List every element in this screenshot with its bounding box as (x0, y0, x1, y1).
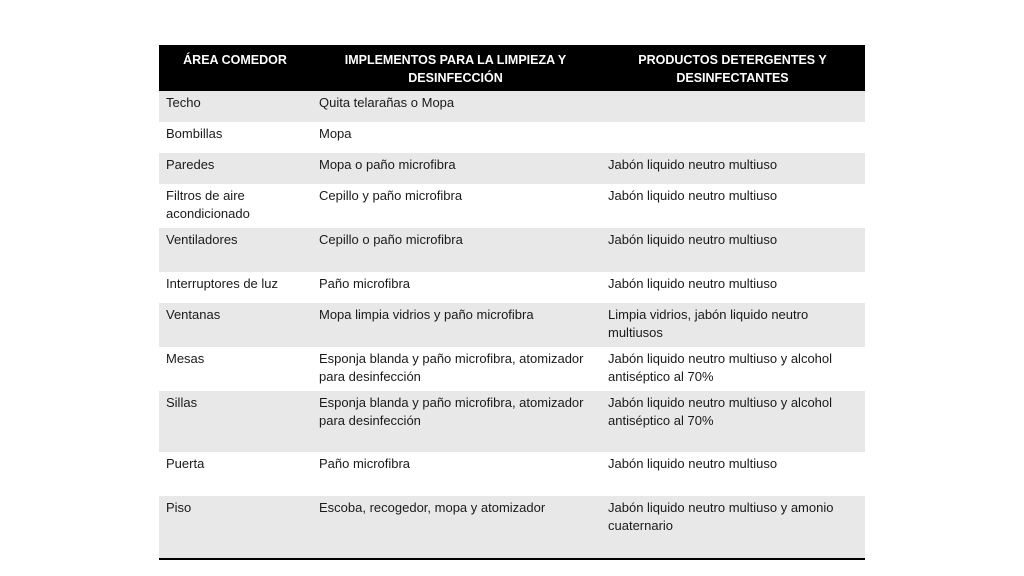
cell-implements: Cepillo o paño microfibra (319, 232, 463, 247)
cell-area: Techo (166, 95, 201, 110)
cell-implements: Escoba, recogedor, mopa y atomizador (319, 500, 546, 515)
header-area: ÁREA COMEDOR (183, 53, 287, 67)
cleaning-table (159, 45, 865, 560)
table-row (159, 272, 865, 303)
header-products: PRODUCTOS DETERGENTES Y DESINFECTANTES (638, 53, 827, 85)
cell-area: Paredes (166, 157, 215, 172)
table-row (159, 496, 865, 558)
table-row (159, 303, 865, 347)
cell-implements: Paño microfibra (319, 276, 411, 291)
cell-implements: Paño microfibra (319, 456, 411, 471)
cell-products: Jabón liquido neutro multiuso (608, 157, 778, 172)
cell-products (600, 122, 865, 153)
table-row (159, 228, 865, 272)
cell-products: Jabón liquido neutro multiuso y alcohol antiséptico al 70% (608, 395, 833, 428)
cell-area: Interruptores de luz (166, 276, 279, 291)
cell-area: Sillas (166, 395, 198, 410)
cell-products: Limpia vidrios, jabón liquido neutro multiusos (608, 307, 809, 340)
cell-area: Filtros de aire acondicionado (166, 188, 250, 221)
cell-products: Jabón liquido neutro multiuso y alcohol antiséptico al 70% (608, 351, 833, 384)
cell-products: Jabón liquido neutro multiuso y amonio cuaternario (608, 500, 834, 533)
cell-products (600, 91, 865, 122)
cell-implements: Esponja blanda y paño microfibra, atomizador para desinfección (319, 395, 584, 428)
cell-implements: Quita telarañas o Mopa (319, 95, 455, 110)
cell-area: Ventiladores (166, 232, 238, 247)
cell-implements: Cepillo y paño microfibra (319, 188, 463, 203)
cell-area: Piso (166, 500, 192, 515)
cell-products: Jabón liquido neutro multiuso (608, 456, 778, 471)
cell-implements: Mopa limpia vidrios y paño microfibra (319, 307, 534, 322)
cell-area: Puerta (166, 456, 205, 471)
table-row (159, 122, 865, 153)
cell-implements: Esponja blanda y paño microfibra, atomizador para desinfección (319, 351, 584, 384)
cell-products: Jabón liquido neutro multiuso (608, 188, 778, 203)
cell-area: Mesas (166, 351, 205, 366)
table-row (159, 452, 865, 496)
table-row (159, 184, 865, 228)
header-implements: IMPLEMENTOS PARA LA LIMPIEZA Y DESINFECCIÓN (344, 53, 567, 85)
cell-products: Jabón liquido neutro multiuso (608, 276, 778, 291)
cell-area: Ventanas (166, 307, 221, 322)
cell-products: Jabón liquido neutro multiuso (608, 232, 778, 247)
table-row (159, 347, 865, 391)
table-header (159, 45, 865, 91)
cell-implements: Mopa o paño microfibra (319, 157, 456, 172)
table-row (159, 91, 865, 122)
table-row (159, 391, 865, 452)
cell-implements: Mopa (319, 126, 352, 141)
table-row (159, 153, 865, 184)
cell-area: Bombillas (166, 126, 223, 141)
